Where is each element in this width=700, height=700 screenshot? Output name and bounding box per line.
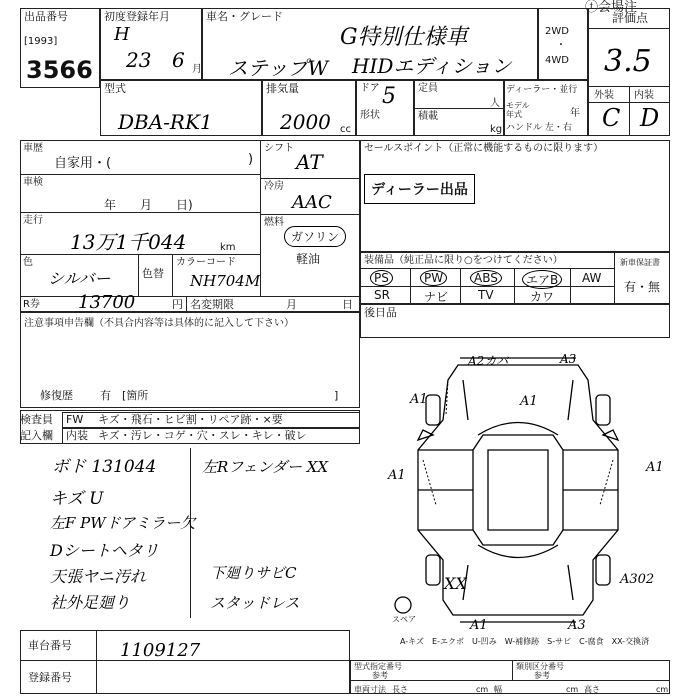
warranty-label: 新車保証書	[620, 258, 660, 267]
height-label: 高さ	[584, 685, 600, 694]
car-no-label: 車台番号	[28, 639, 72, 652]
mark-a1-front: A1	[520, 394, 538, 409]
repair-value: 有 [箇所	[100, 389, 149, 402]
equip-pw-text: PW	[420, 270, 447, 286]
equip-abs	[470, 270, 502, 286]
dealer-label: ディーラー・並行	[506, 85, 578, 95]
mark-xx-rear-left: XX	[444, 574, 467, 593]
equip-airbag	[522, 270, 562, 289]
equipment-label: 装備品（純正品に限り○をつけてください）	[364, 255, 563, 266]
hw-note-5: 天張ヤニ汚れ	[50, 567, 147, 586]
recolor-label: 色替	[142, 267, 164, 280]
color-label: 色	[23, 257, 33, 268]
hw-note-r3: スタッドレス	[210, 594, 300, 612]
first-reg-era: H	[114, 24, 130, 45]
equip-ps-text: PS	[370, 270, 393, 286]
mark-a3-front: A3	[560, 352, 577, 366]
int-label: 内装	[66, 429, 88, 442]
drive-4wd: 4WD	[545, 55, 569, 66]
equip-aw: AW	[582, 271, 602, 285]
fuel-selected-text: ガソリン	[291, 230, 340, 244]
usage-label: 車歴	[23, 143, 43, 154]
mileage-unit: km	[220, 242, 236, 253]
sales-point-value	[364, 174, 475, 204]
width-label: 幅	[494, 685, 502, 694]
mark-a2-cover: A2カバ	[468, 354, 509, 368]
reg-no-label: 登録番号	[28, 671, 72, 684]
type-cert-label: 型式指定番号	[354, 662, 402, 671]
lot-code: [1993]	[24, 36, 58, 47]
model-value: DBA-RK1	[118, 110, 213, 134]
length-label: 長さ	[392, 685, 408, 694]
load-label: 積載	[418, 111, 438, 122]
hw-note-2: キズ U	[50, 489, 104, 509]
length-cm: cm	[476, 685, 489, 694]
hw-note-1: ボド 131044	[52, 457, 157, 477]
inspection-label: 車検	[23, 177, 43, 188]
equip-pw	[420, 270, 447, 286]
class-label: 類別区分番号	[516, 662, 564, 671]
car-edition: HIDエディション	[352, 54, 512, 78]
mark-a3-rear: A3	[568, 618, 586, 633]
venue-label: ⓣ会場注	[585, 0, 638, 15]
load-unit: kg	[490, 124, 503, 135]
fuel-label: 燃料	[264, 217, 284, 228]
mileage-label: 走行	[23, 215, 43, 226]
drive-dot: ・	[556, 40, 566, 51]
equip-tv: TV	[478, 288, 494, 302]
interior-grade: D	[640, 104, 660, 132]
hw-note-3: 左F PWドアミラー欠	[50, 514, 196, 532]
inspector-label-2: 記入欄	[20, 429, 53, 442]
hw-note-r1: 左Rフェンダー XX	[202, 458, 329, 476]
inspector-label-1: 検査員	[20, 413, 53, 426]
first-reg-year: 23	[126, 48, 152, 72]
equip-sr: SR	[374, 288, 390, 302]
transfer-month: 月	[286, 298, 297, 311]
transfer-day: 日	[342, 298, 353, 311]
height-cm: cm	[656, 685, 669, 694]
shape-label: 形状	[360, 110, 380, 121]
fuel-selected	[284, 226, 346, 247]
hw-note-r2: 下廻りサビC	[210, 564, 297, 582]
name-grade-label: 車名・グレード	[206, 10, 283, 23]
equip-ps	[370, 270, 393, 286]
interior-label: 内装	[634, 90, 654, 101]
repair-close: ]	[334, 389, 339, 402]
door-label: ドア	[360, 83, 380, 94]
drive-2wd: 2WD	[545, 26, 569, 37]
lot-number: 3566	[26, 56, 93, 84]
width-cm: cm	[566, 685, 579, 694]
model-label: 型式	[104, 82, 126, 95]
dims-label: 車両寸法	[354, 685, 386, 694]
displacement-cc: cc	[340, 124, 351, 135]
mark-a1-right: A1	[646, 460, 664, 475]
equip-abs-text: ABS	[470, 270, 502, 286]
int-items: キズ・汚レ・コゲ・穴・スレ・キレ・破レ	[98, 429, 307, 442]
lot-label: 出品番号	[24, 10, 68, 23]
color-value: シルバー	[48, 269, 111, 288]
capacity-label: 定員	[418, 83, 438, 94]
sales-point-label: セールスポイント（正常に機能するものに限ります）	[364, 143, 604, 154]
usage-value: 自家用・(	[54, 156, 112, 171]
exterior-grade: C	[602, 104, 621, 132]
score-value: 3.5	[604, 44, 652, 79]
fw-label: FW	[66, 413, 84, 426]
equip-navi: ナビ	[424, 290, 449, 304]
ac-label: 冷房	[264, 181, 284, 192]
model-year-unit: 年	[570, 108, 580, 119]
color-code-value: NH704M	[190, 272, 261, 290]
mark-a1-left: A1	[388, 468, 406, 483]
shift-value: AT	[296, 150, 323, 174]
inspection-text: 年 月 日)	[104, 198, 193, 212]
model-year-label: モデル年式	[506, 101, 530, 119]
displacement-label: 排気量	[266, 82, 299, 95]
mark-a302: A302	[620, 572, 655, 587]
transfer-label: 名変期限	[190, 298, 234, 311]
car-damage-diagram	[388, 340, 678, 640]
sales-point-text: ディーラー出品	[371, 182, 468, 198]
fw-items: キズ・飛石・ヒビ割・リペア跡・×要	[98, 413, 283, 426]
class-sub: 参考	[534, 671, 550, 680]
rear-box	[360, 304, 670, 338]
shift-label: シフト	[264, 143, 294, 154]
first-reg-month-unit: 月	[192, 64, 202, 75]
recycle-label: R券	[23, 299, 40, 310]
fuel-other: 軽油	[296, 252, 321, 266]
type-cert-sub: 参考	[372, 671, 388, 680]
mileage-value: 13万1千044	[70, 230, 187, 254]
recycle-yen: 円	[172, 298, 183, 311]
car-no-value: 1109127	[120, 640, 201, 661]
recycle-value: 13700	[78, 292, 136, 313]
score-label: 評価点	[612, 11, 649, 25]
exterior-label: 外装	[594, 90, 614, 101]
rear-label: 後日品	[364, 306, 397, 319]
repair-label: 修復歴	[40, 389, 73, 402]
door-value: 5	[382, 84, 396, 109]
hw-note-4: Dシートヘタリ	[50, 541, 159, 560]
usage-close: )	[248, 152, 254, 167]
hw-note-6: 社外足廻り	[50, 593, 131, 612]
handle-label: ハンドル 左・右	[506, 123, 572, 133]
warranty-value: 有・無	[624, 280, 661, 294]
grade-line: G特別仕様車	[340, 25, 468, 50]
first-reg-month: 6	[172, 48, 185, 72]
first-reg-label: 初度登録年月	[104, 10, 170, 23]
equip-airbag-text: エアB	[522, 270, 562, 289]
spare-label: スペア	[392, 615, 416, 624]
ac-value: AAC	[292, 192, 332, 213]
mark-a1-rear: A1	[470, 618, 488, 633]
mark-a1-fl: A1	[410, 392, 428, 407]
color-code-label: カラーコード	[176, 257, 236, 268]
equip-leather: カワ	[530, 290, 555, 304]
notes-label: 注意事項申告欄（不具合内容等は具体的に記入して下さい）	[24, 318, 294, 329]
damage-legend: A-キズ E-エクボ U-凹み W-補修跡 S-サビ C-腐食 XX-交換済	[400, 637, 650, 646]
capacity-unit: 人	[490, 98, 500, 109]
car-name: ステップW	[228, 56, 329, 80]
displacement-value: 2000	[280, 110, 331, 134]
